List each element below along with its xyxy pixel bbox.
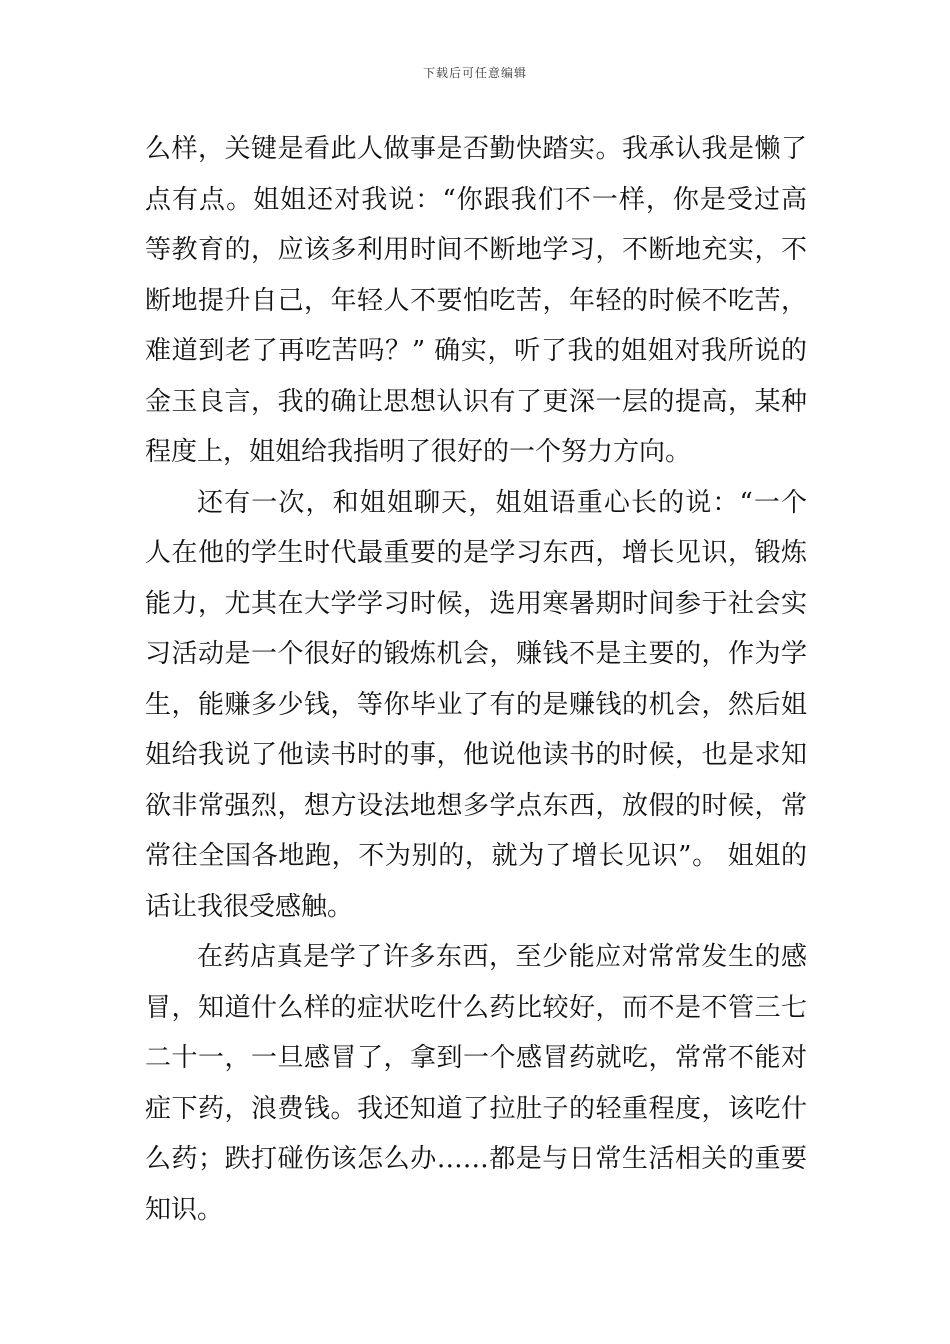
document-body <box>145 124 807 1235</box>
paragraph-2: 还有一次，和姐姐聊天，姐姐语重心长的说：“一个人在他的学生时代最重要的是学习东西，增长见识，锻炼能力，尤其在大学学习时候，选用寒暑期时间参于社会实习活动是一个很好的锻炼机会，赚钱不是主要的，作为学生，能赚多少钱，等你毕业了有的是赚钱的机会，然后姐姐给我说了他读书时的事，他说他读书的时候，也是求知欲非常强烈，想方设法地想多学点东西，放假的时候，常常往全国各地跑，不为别的，就为了增长见识”。 姐姐的话让我很受感触。 <box>145 487 807 922</box>
page-header: 下载后可任意编辑 <box>422 66 527 80</box>
paragraph-3: 在药店真是学了许多东西，至少能应对常常发生的感冒，知道什么样的症状吃什么药比较好，而不是不管三七二十一，一旦感冒了，拿到一个感冒药就吃，常常不能对症下药，浪费钱。我还知道了拉肚子的轻重程度，该吃什么药；跌打碰伤该怎么办……都是与日常生活相关的重要知识。 <box>145 942 807 1225</box>
paragraph-1: 么样，关键是看此人做事是否勤快踏实。我承认我是懒了点有点。姐姐还对我说：“你跟我们不一样，你是受过高等教育的，应该多利用时间不断地学习，不断地充实，不断地提升自己，年轻人不要怕吃苦，年轻的时候不吃苦，难道到老了再吃苦吗？” 确实，听了我的姐姐对我所说的金玉良言，我的确让思想认识有了更深一层的提高，某种程度上，姐姐给我指明了很好的一个努力方向。 <box>145 134 807 467</box>
